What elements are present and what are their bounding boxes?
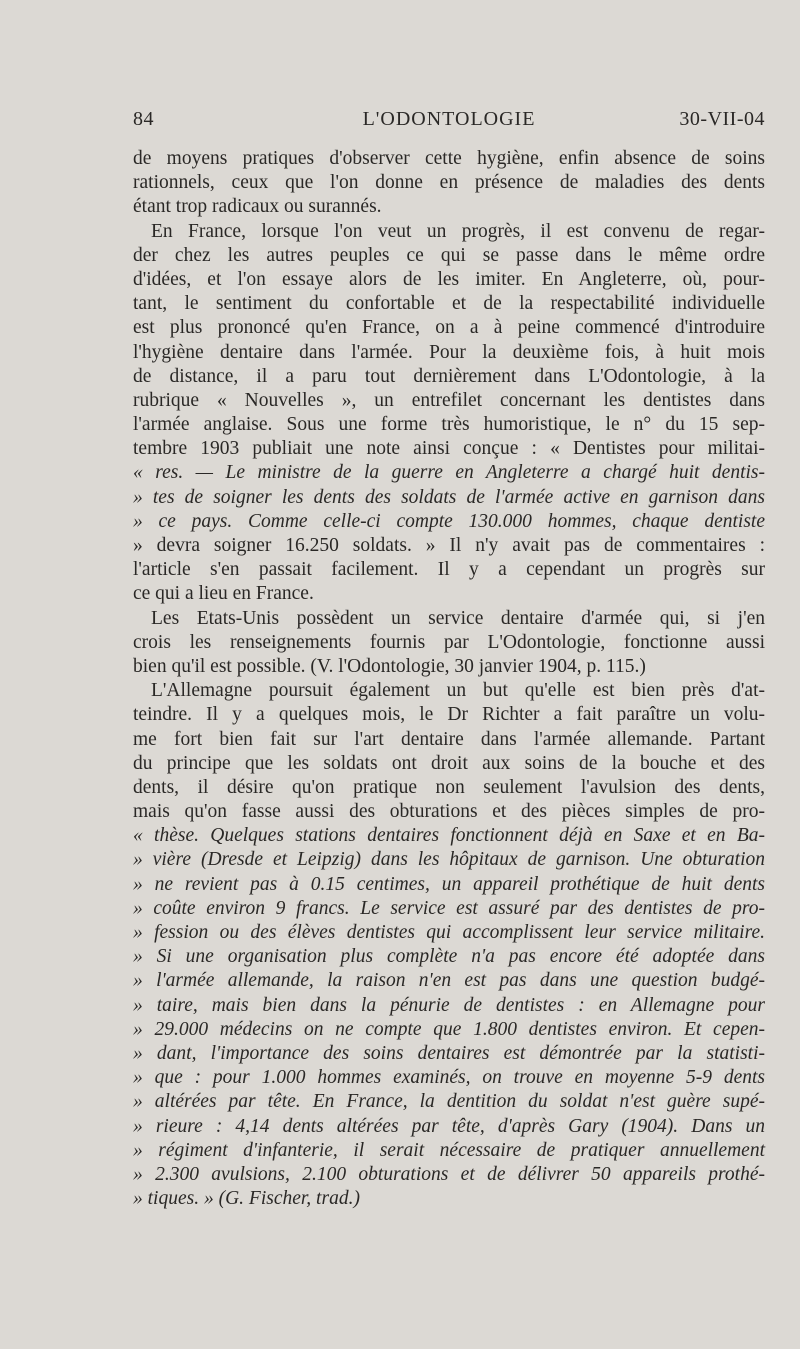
text-line: » que : pour 1.000 hommes examinés, on trouve en moyenne 5-9 dents (133, 1067, 765, 1089)
text-line: » Si une organisation plus complète n'a pas encore été adoptée dans (133, 946, 765, 968)
text-line: « thèse. Quelques stations dentaires fonctionnent déjà en Saxe et en Ba- (133, 825, 765, 847)
issue-date: 30-VII-04 (679, 108, 765, 130)
text-line: bien qu'il est possible. (V. l'Odontologie, 30 janvier 1904, p. 115.) (133, 655, 646, 677)
article-body (133, 147, 765, 1211)
text-line: tembre 1903 publiait une note ainsi conçue : « Dentistes pour militai- (133, 438, 765, 460)
text-line: ce qui a lieu en France. (133, 583, 314, 605)
text-line: Les Etats-Unis possèdent un service dentaire d'armée qui, si j'en (151, 607, 765, 629)
text-line: crois les renseignements fournis par L'Odontologie, fonctionne aussi (133, 631, 765, 653)
text-line: l'article s'en passait facilement. Il y a cependant un progrès sur (133, 559, 765, 581)
text-line: » devra soigner 16.250 soldats. » Il n'y avait pas de commentaires : (133, 535, 765, 556)
text-line: L'Allemagne poursuit également un but qu'elle est bien près d'at- (151, 680, 765, 702)
text-line: « res. — Le ministre de la guerre en Angleterre a chargé huit dentis- (133, 462, 765, 484)
text-line: » tes de soigner les dents des soldats de l'armée active en garnison dans (133, 486, 765, 508)
text-line: rationnels, ceux que l'on donne en présence de maladies des dents (133, 172, 765, 194)
text-line: mais qu'on fasse aussi des obturations et des pièces simples de pro- (133, 801, 765, 823)
text-line: » dant, l'importance des soins dentaires est démontrée par la statisti- (133, 1042, 765, 1064)
text-line: d'idées, et l'on essaye alors de les imiter. En Angleterre, où, pour- (133, 268, 765, 290)
text-line: tant, le sentiment du confortable et de la respectabilité individuelle (133, 293, 765, 315)
running-header (133, 108, 765, 136)
text-line: l'hygiène dentaire dans l'armée. Pour la deuxième fois, à huit mois (133, 341, 765, 363)
text-line: der chez les autres peuples ce qui se passe dans le même ordre (133, 244, 765, 266)
text-line: me fort bien fait sur l'art dentaire dans l'armée allemande. Partant (133, 728, 765, 750)
text-line: » régiment d'infanterie, il serait nécessaire de pratiquer annuellement (133, 1139, 765, 1161)
text-line: du principe que les soldats ont droit aux soins de la bouche et des (133, 752, 765, 774)
text-line: rubrique « Nouvelles », un entrefilet concernant les dentistes dans (133, 389, 765, 411)
text-line: » coûte environ 9 francs. Le service est assuré par des dentistes de pro- (133, 897, 765, 919)
text-line: En France, lorsque l'on veut un progrès, il est convenu de regar- (151, 220, 765, 242)
journal-title: L'ODONTOLOGIE (362, 108, 536, 130)
text-line: teindre. Il y a quelques mois, le Dr Richter a fait paraître un volu- (133, 704, 765, 726)
text-line: » tiques. » (G. Fischer, trad.) (133, 1188, 360, 1210)
text-line: » ce pays. Comme celle-ci compte 130.000 hommes, chaque dentiste (133, 510, 765, 532)
text-line: » fession ou des élèves dentistes qui accomplissent leur service militaire. (133, 922, 765, 943)
text-line: » rieure : 4,14 dents altérées par tête, d'après Gary (1904). Dans un (133, 1115, 765, 1137)
text-line: l'armée anglaise. Sous une forme très humoristique, le n° du 15 sep- (133, 414, 765, 436)
text-line: » l'armée allemande, la raison n'en est pas dans une question budgé- (133, 970, 765, 992)
text-line: dents, il désire qu'on pratique non seulement l'avulsion des dents, (133, 776, 765, 798)
text-line: » altérées par tête. En France, la dentition du soldat n'est guère supé- (133, 1091, 765, 1113)
text-line: » vière (Dresde et Leipzig) dans les hôpitaux de garnison. Une obturation (133, 849, 765, 871)
text-line: de distance, il a paru tout dernièrement dans L'Odontologie, à la (133, 365, 765, 387)
page-number: 84 (133, 108, 154, 130)
text-line: » ne revient pas à 0.15 centimes, un appareil prothétique de huit dents (133, 873, 765, 895)
text-line: » taire, mais bien dans la pénurie de dentistes : en Allemagne pour (133, 994, 765, 1016)
text-line: est plus prononcé qu'en France, on a à peine commencé d'introduire (133, 317, 765, 339)
text-line: de moyens pratiques d'observer cette hygiène, enfin absence de soins (133, 148, 765, 169)
text-line: étant trop radicaux ou surannés. (133, 196, 382, 218)
text-line: » 29.000 médecins on ne compte que 1.800 dentistes environ. Et cepen- (133, 1018, 765, 1040)
text-line: » 2.300 avulsions, 2.100 obturations et de délivrer 50 appareils prothé- (133, 1163, 765, 1185)
